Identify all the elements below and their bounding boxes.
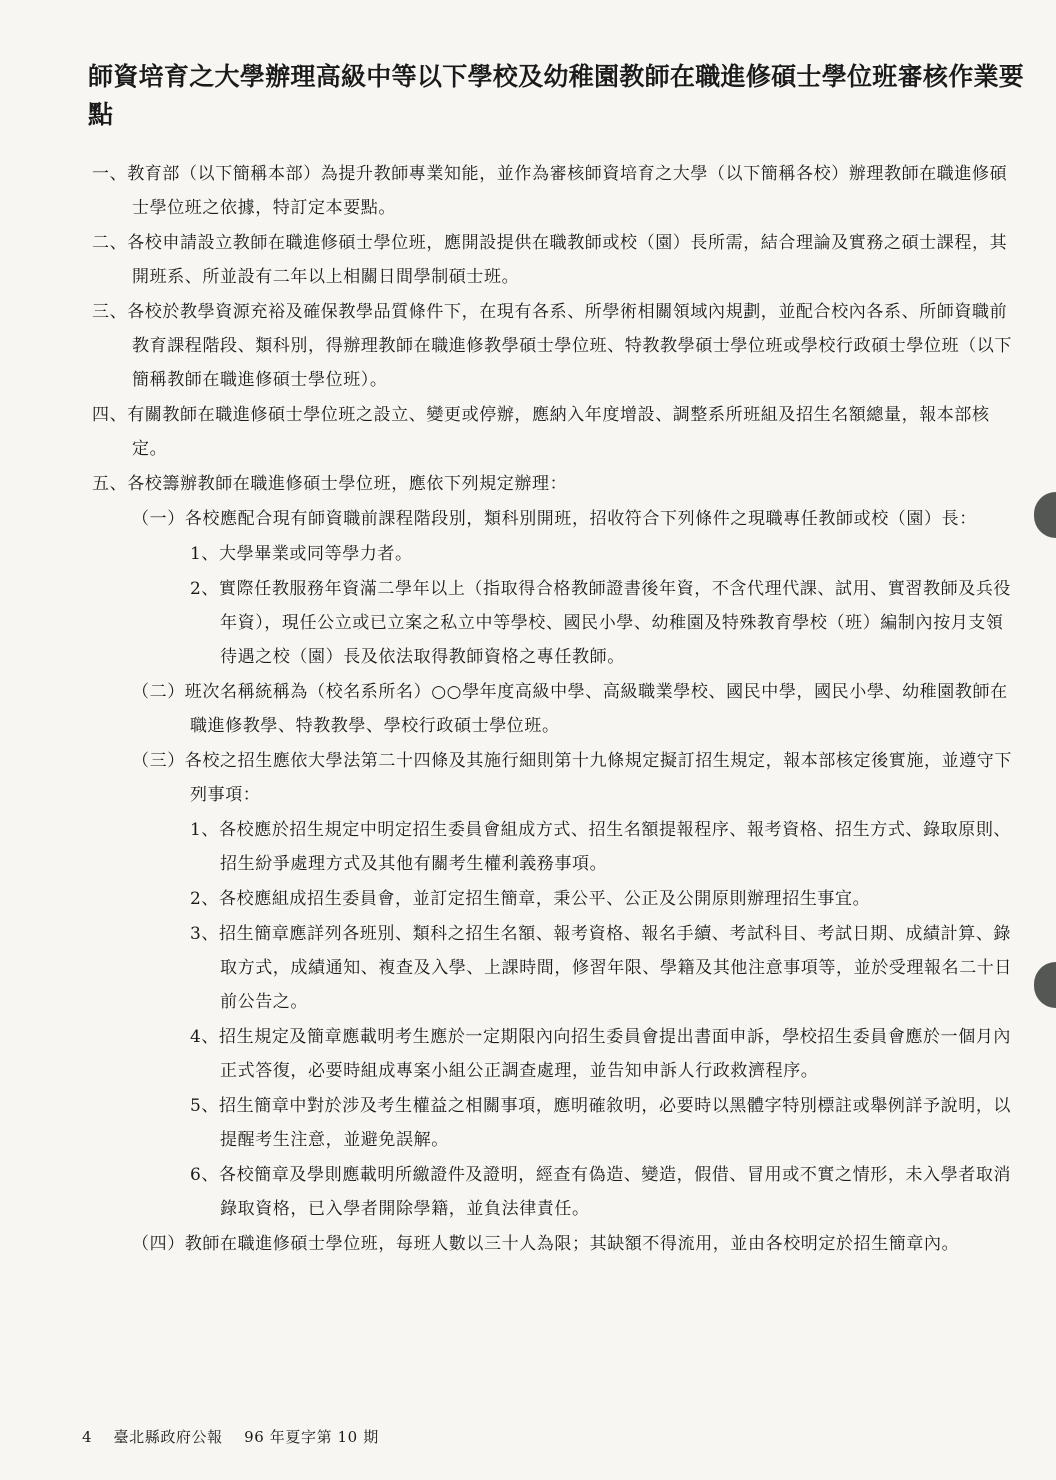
article-5-item-3-sub-1: 1、各校應於招生規定中明定招生委員會組成方式、招生名額提報程序、報考資格、招生方式、錄取原則、招生紛爭處理方式及其他有關考生權利義務事項。 [190, 820, 1012, 874]
binding-hole-upper [1034, 492, 1056, 538]
binding-hole-lower [1034, 962, 1056, 1008]
document-body [92, 157, 1012, 1262]
article-5-item-4: （四）教師在職進修碩士學位班，每班人數以三十人為限；其缺額不得流用，並由各校明定於招生簡章內。 [132, 1234, 960, 1254]
article-5-item-3-sub-4: 4、招生規定及簡章應載明考生應於一定期限內向招生委員會提出書面申訴，學校招生委員會應於一個月內正式答復，必要時組成專案小組公正調查處理，並告知申訴人行政救濟程序。 [190, 1027, 1012, 1081]
article-5-item-1: （一）各校應配合現有師資職前課程階段別，類科別開班，招收符合下列條件之現職專任教師或校（園）長： [132, 509, 977, 529]
page-number: 4 [82, 1428, 93, 1446]
article-5-item-3-sub-2: 2、各校應組成招生委員會，並訂定招生簡章，秉公平、公正及公開原則辦理招生事宜。 [190, 889, 871, 909]
article-5-item-3-sub-5: 5、招生簡章中對於涉及考生權益之相關事項，應明確敘明，必要時以黑體字特別標註或舉例詳予說明，以提醒考生注意，並避免誤解。 [190, 1096, 1012, 1150]
article-5-item-2: （二）班次名稱統稱為（校名系所名）○○學年度高級中學、高級職業學校、國民中學，國民小學、幼稚園教師在職進修教學、特教教學、學校行政碩士學位班。 [132, 682, 1008, 736]
article-5: 五、各校籌辦教師在職進修碩士學位班，應依下列規定辦理： [92, 474, 568, 494]
issue-label: 96 年夏字第 10 期 [244, 1428, 379, 1446]
article-5-item-3: （三）各校之招生應依大學法第二十四條及其施行細則第十九條規定擬訂招生規定，報本部核定後實施，並遵守下列事項： [132, 751, 1012, 805]
article-5-item-3-sub-3: 3、招生簡章應詳列各班別、類科之招生名額、報考資格、報名手續、考試科目、考試日期、成績計算、錄取方式，成績通知、複查及入學、上課時間，修習年限、學籍及其他注意事項等，並於受理報名二十日前公告之。 [190, 924, 1012, 1012]
publication-name: 臺北縣政府公報 [113, 1428, 223, 1446]
article-2: 二、各校申請設立教師在職進修碩士學位班，應開設提供在職教師或校（園）長所需，結合理論及實務之碩士課程，其開班系、所並設有二年以上相關日間學制碩士班。 [92, 233, 1008, 287]
article-5-item-1-sub-1: 1、大學畢業或同等學力者。 [190, 544, 413, 564]
article-1: 一、教育部（以下簡稱本部）為提升教師專業知能，並作為審核師資培育之大學（以下簡稱各校）辦理教師在職進修碩士學位班之依據，特訂定本要點。 [92, 164, 1008, 218]
article-3: 三、各校於教學資源充裕及確保教學品質條件下，在現有各系、所學術相關領域內規劃，並配合校內各系、所師資職前教育課程階段、類科別，得辦理教師在職進修教學碩士學位班、特教教學碩士學位班或學校行政碩士學位班（以下簡稱教師在職進修碩士學位班）。 [92, 302, 1012, 390]
page-footer [82, 1426, 395, 1447]
article-5-item-1-sub-2: 2、實際任教服務年資滿二學年以上（指取得合格教師證書後年資，不含代理代課、試用、實習教師及兵役年資），現任公立或已立案之私立中等學校、國民小學、幼稚園及特殊教育學校（班）編制內按月支領待遇之校（園）長及依法取得教師資格之專任教師。 [190, 579, 1012, 667]
article-4: 四、有關教師在職進修碩士學位班之設立、變更或停辦，應納入年度增設、調整系所班組及招生名額總量，報本部核定。 [92, 405, 990, 459]
article-5-item-3-sub-6: 6、各校簡章及學則應載明所繳證件及證明，經查有偽造、變造，假借、冒用或不實之情形，未入學者取消錄取資格，已入學者開除學籍，並負法律責任。 [190, 1165, 1012, 1219]
document-title: 師資培育之大學辦理高級中等以下學校及幼稚園教師在職進修碩士學位班審核作業要點 [88, 62, 1025, 129]
